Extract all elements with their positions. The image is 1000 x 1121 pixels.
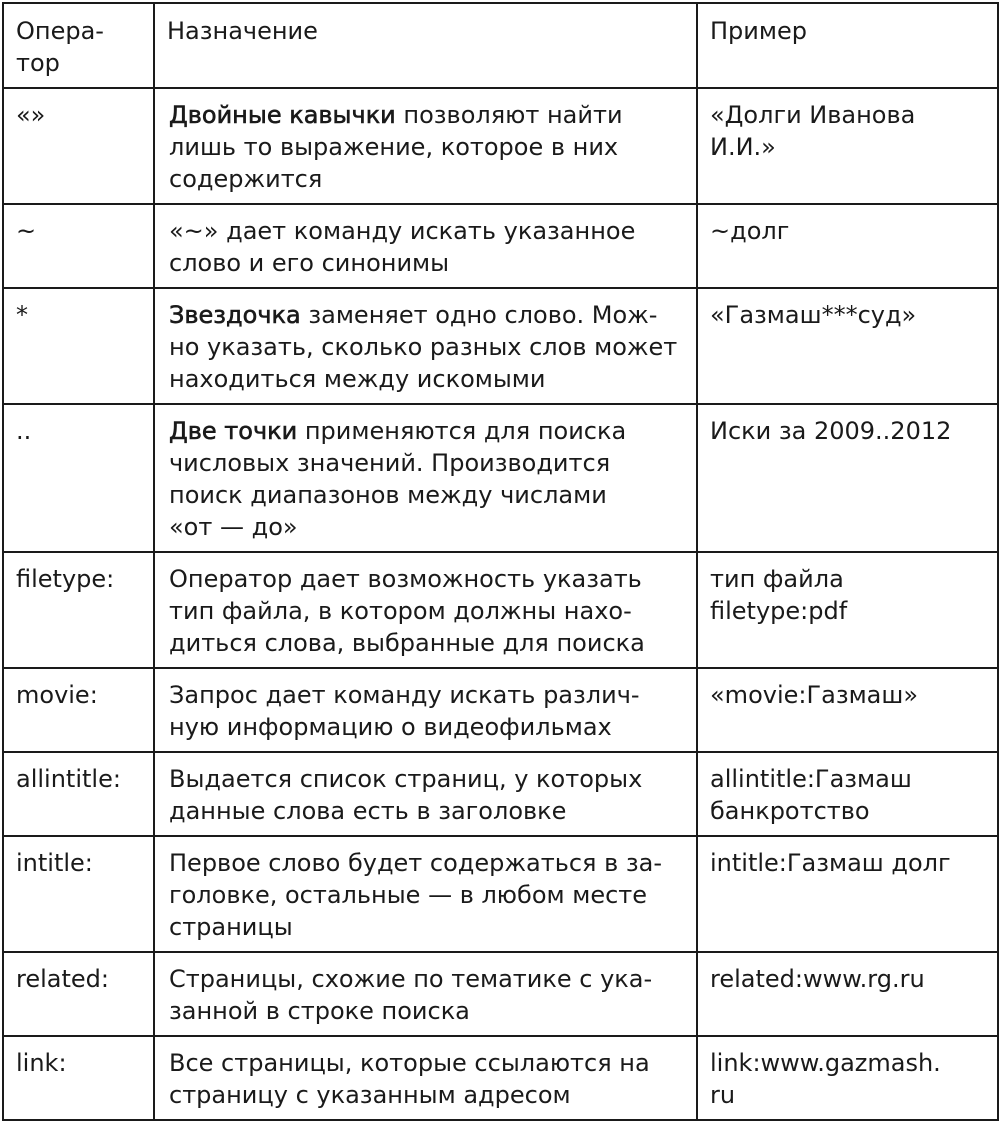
purpose-bold-term: Две точки <box>169 417 298 445</box>
example-cell: allintitle:Газмаш банкротство <box>697 752 998 836</box>
operator-cell: related: <box>3 952 154 1036</box>
table-row <box>3 952 998 1036</box>
operator-cell: allintitle: <box>3 752 154 836</box>
operator-cell: filetype: <box>3 552 154 668</box>
table-row <box>3 404 998 552</box>
operator-cell: link: <box>3 1036 154 1120</box>
purpose-text: применяются для поиска числовых значений. Производится поиск диапазонов между числами «от — до» <box>169 417 627 541</box>
operator-cell: .. <box>3 404 154 552</box>
table-row <box>3 752 998 836</box>
purpose-text: Запрос дает команду искать различ- ную информацию о видеофильмах <box>169 681 640 741</box>
purpose-text: «~» дает команду искать указанное слово и его синонимы <box>169 217 636 277</box>
example-cell: related:www.rg.ru <box>697 952 998 1036</box>
purpose-cell <box>154 288 697 404</box>
purpose-bold-term: Двойные кавычки <box>169 101 396 129</box>
table-row <box>3 552 998 668</box>
example-cell: «movie:Газмаш» <box>697 668 998 752</box>
purpose-cell <box>154 1036 697 1120</box>
purpose-cell <box>154 88 697 204</box>
purpose-cell <box>154 952 697 1036</box>
operator-cell: ~ <box>3 204 154 288</box>
purpose-text: Первое слово будет содержаться в за- головке, остальные — в любом месте страницы <box>169 849 663 941</box>
purpose-cell <box>154 752 697 836</box>
table-row <box>3 668 998 752</box>
purpose-cell <box>154 204 697 288</box>
example-cell: «Газмаш***суд» <box>697 288 998 404</box>
example-cell: «Долги Иванова И.И.» <box>697 88 998 204</box>
operator-cell: movie: <box>3 668 154 752</box>
operator-cell: «» <box>3 88 154 204</box>
table-row <box>3 1036 998 1120</box>
header-purpose: Назначение <box>154 3 697 88</box>
example-cell: Иски за 2009..2012 <box>697 404 998 552</box>
purpose-cell <box>154 404 697 552</box>
table-row <box>3 88 998 204</box>
purpose-text: Оператор дает возможность указать тип файла, в котором должны нахо- диться слова, выбранные для поиска <box>169 565 645 657</box>
header-row <box>3 3 998 88</box>
header-example: Пример <box>697 3 998 88</box>
purpose-text: Все страницы, которые ссылаются на страницу с указанным адресом <box>169 1049 650 1109</box>
table-row <box>3 204 998 288</box>
purpose-text: Страницы, схожие по тематике с ука- занной в строке поиска <box>169 965 653 1025</box>
search-operators-table <box>2 2 999 1121</box>
purpose-text: позволяют найти лишь то выражение, которое в них содержится <box>169 101 623 193</box>
example-cell: ~долг <box>697 204 998 288</box>
purpose-cell <box>154 668 697 752</box>
operator-cell: * <box>3 288 154 404</box>
purpose-bold-term: Звездочка <box>169 301 301 329</box>
purpose-text: заменяет одно слово. Мож- но указать, сколько разных слов может находиться между искомыми <box>169 301 678 393</box>
purpose-cell <box>154 552 697 668</box>
purpose-text: Выдается список страниц, у которых данные слова есть в заголовке <box>169 765 643 825</box>
operator-cell: intitle: <box>3 836 154 952</box>
header-operator: Опера- тор <box>3 3 154 88</box>
example-cell: тип файла filetype:pdf <box>697 552 998 668</box>
table-row <box>3 288 998 404</box>
table-row <box>3 836 998 952</box>
example-cell: link:www.gazmash. ru <box>697 1036 998 1120</box>
example-cell: intitle:Газмаш долг <box>697 836 998 952</box>
purpose-cell <box>154 836 697 952</box>
